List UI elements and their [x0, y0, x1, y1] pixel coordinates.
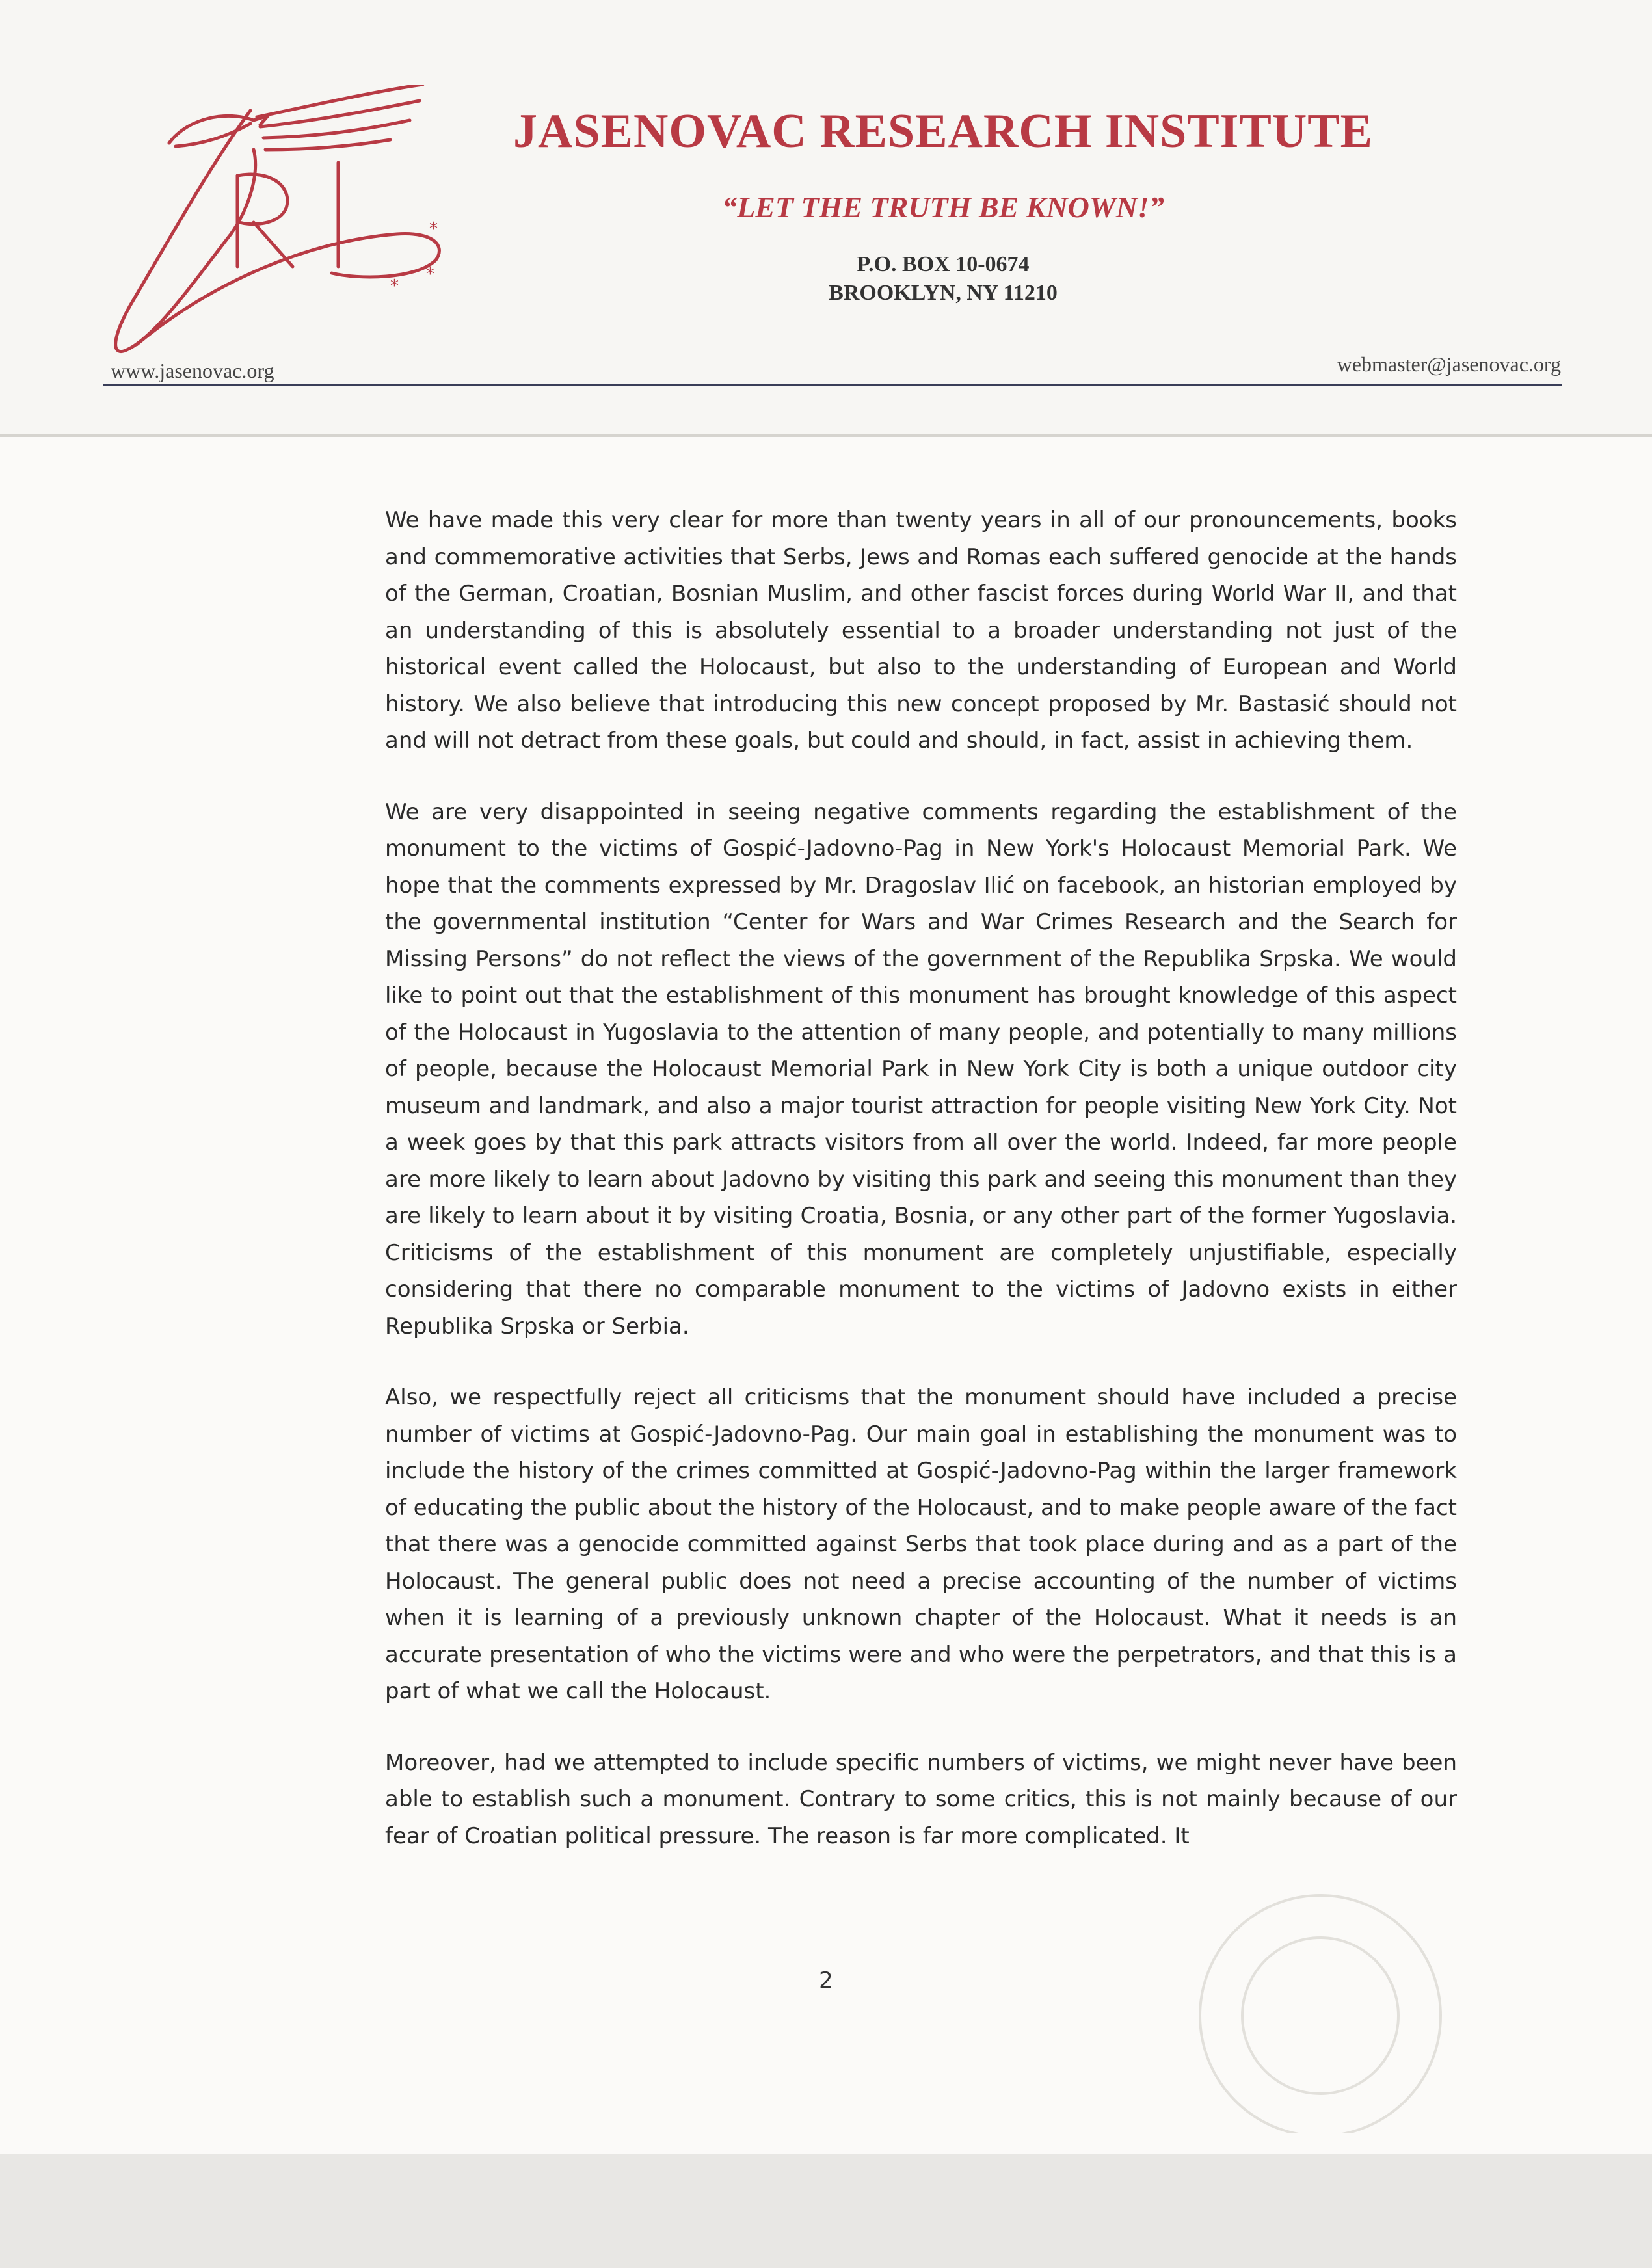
svg-text:*: * [429, 219, 438, 239]
paragraph-1: We have made this very clear for more than twenty years in all of our pronouncements, books and commemorative activities that Serbs, Jews and Romas each suffered genocide at the hands of the German, Croatian, Bosnian Muslim, and other fascist forces during World War II, and that an understanding of this is absolutely essential to a broader understanding not just of the historical event called the Holocaust, but also to the understanding of European and World history. We also believe that introducing this new concept proposed by Mr. Bastasić should not and will not detract from these goals, but could and should, in fact, assist in achieving them. [385, 507, 1457, 754]
embossed-seal [1158, 1886, 1483, 2133]
scanner-background [0, 2154, 1652, 2268]
institute-motto: “LET THE TRUTH BE KNOWN!” [722, 191, 1164, 224]
email-link[interactable]: webmaster@jasenovac.org [1337, 352, 1561, 376]
jri-dove-logo [98, 85, 481, 364]
letterhead-divider [103, 384, 1562, 386]
paragraph-2: We are very disappointed in seeing negative comments regarding the establishment of the monument to the victims of Gospić-Jadovno-Pag in New York's Holocaust Memorial Park. We hope that the comments expressed by Mr. Dragoslav Ilić on facebook, an historian employed by the governmental institution “Center for Wars and War Crimes Research and the Search for Missing Persons” do not reflect the views of the government of the Republika Srpska. We would like to point out that the establishment of this monument has brought knowledge of this aspect of the Holocaust in Yugoslavia to the attention of many people, and potentially to many millions of people, because the Holocaust Memorial Park in New York City is both a unique outdoor city museum and landmark, and also a major tourist attraction for people visiting New York City. Not a week goes by that this park attracts visitors from all over the world. Indeed, far more people are more likely to learn about Jadovno by visiting this park and seeing this monument than they are likely to learn about it by visiting Croatia, Bosnia, or any other part of the former Yugoslavia. Criticisms of the establishment of this monument are completely unjustifiable, especially considering that there no comparable monument to the victims of Jadovno exists in either Republika Srpska or Serbia. [385, 798, 1457, 1339]
paragraph-3: Also, we respectfully reject all criticisms that the monument should have included a precise number of victims at Gospić-Jadovno-Pag. Our main goal in establishing the monument was to include the history of the crimes committed at Gospić-Jadovno-Pag within the larger framework of educating the public about the history of the Holocaust, and to make people aware of the fact that there was a genocide committed against Serbs that took place during and as a part of the Holocaust. The general public does not need a precise accounting of the number of victims when it is learning of a previously unknown chapter of the Holocaust. What it needs is an accurate presentation of who the victims were and who were the perpetrators, and that this is a part of what we call the Holocaust. [385, 1384, 1457, 1704]
page-number: 2 [819, 1968, 833, 1994]
address-line-1: P.O. BOX 10-0674 [857, 252, 1030, 276]
svg-text:*: * [390, 276, 399, 296]
svg-text:*: * [426, 265, 434, 284]
paragraph-4: Moreover, had we attempted to include specific numbers of victims, we might never have been able to establish such a monument. Contrary to some critics, this is not mainly because of our fear of Croatian political pressure. The reason is far more complicated. It [385, 1749, 1457, 1849]
letter-body [385, 502, 1457, 1889]
website-link[interactable]: www.jasenovac.org [111, 359, 274, 382]
address-line-2: BROOKLYN, NY 11210 [829, 281, 1058, 305]
institute-name: JASENOVAC RESEARCH INSTITUTE [513, 105, 1373, 158]
